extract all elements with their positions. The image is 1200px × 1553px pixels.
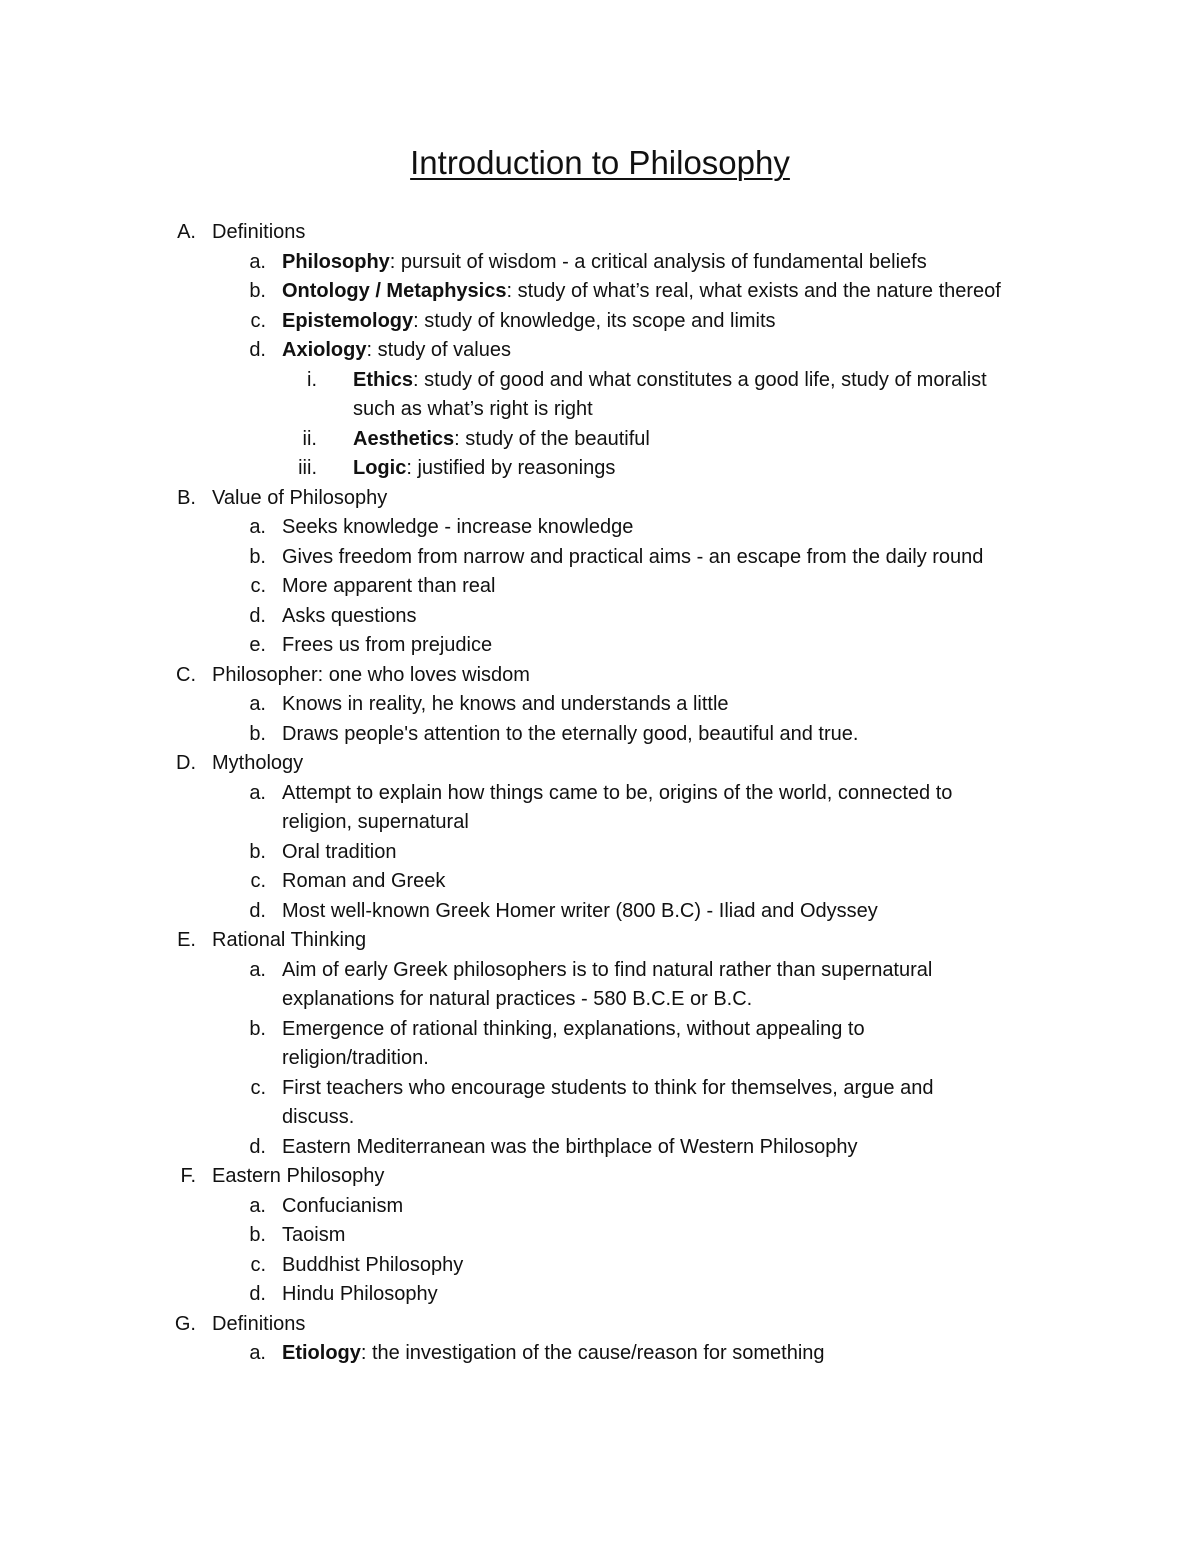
outline-row-level-3 [0,395,1200,425]
list-marker: D. [176,752,196,774]
outline-row-level-2 [0,1192,1200,1222]
outline-row-level-2 [0,1221,1200,1251]
outline-row-level-2 [0,1280,1200,1310]
outline-row-level-2 [0,631,1200,661]
defined-term: Ethics [353,368,414,391]
list-item-text: such as what’s right is right [353,398,593,420]
outline-row-level-2 [0,897,1200,927]
outline-row-level-3 [0,366,1200,396]
list-item-text: Taoism [282,1224,346,1246]
list-marker: i. [307,368,317,391]
outline-row-level-1 [0,926,1200,956]
outline-row-level-1 [0,749,1200,779]
list-marker: a. [249,516,266,538]
outline-row-level-2 [0,1251,1200,1281]
list-marker: c. [250,870,266,892]
list-marker: c. [250,1076,266,1099]
list-marker: a. [249,1342,266,1364]
list-marker: C. [176,663,196,686]
list-marker: d. [249,1135,266,1158]
list-marker: iii. [298,457,317,479]
list-item-text: Asks questions [282,604,417,627]
list-item-text: Philosopher: one who loves wisdom [212,663,530,686]
list-marker: G. [174,1312,196,1335]
outline-row-level-2 [0,543,1200,573]
defined-term: Logic [353,457,407,479]
list-marker: E. [177,929,196,951]
list-item-text: Eastern Philosophy [212,1165,385,1187]
page-title: Introduction to Philosophy [410,144,790,181]
list-item-text: Draws people's attention to the eternally good, beautiful and true. [282,722,859,745]
outline-row-level-3 [0,425,1200,455]
list-item-text: Most well-known Greek Homer writer (800 B.C) - Iliad and Odyssey [282,899,878,922]
list-item-text: Frees us from prejudice [282,634,493,656]
outline-row-level-2 [0,277,1200,307]
list-marker: b. [249,545,266,568]
outline-row-level-2 [0,1044,1200,1074]
outline-row-level-2 [0,307,1200,337]
list-marker: d. [249,1283,266,1305]
outline-row-level-2 [0,248,1200,278]
list-marker: e. [249,634,266,656]
list-marker: a. [249,781,266,804]
list-item-text: Confucianism [282,1194,404,1217]
list-marker: d. [249,604,266,627]
list-marker: b. [249,1017,266,1040]
list-item-text: religion/tradition. [282,1047,429,1069]
list-item-text: First teachers who encourage students to think for themselves, argue and [282,1076,934,1099]
list-item-text: Definitions [212,1312,306,1335]
list-marker: d. [249,899,266,922]
list-item-text: More apparent than real [282,575,496,597]
list-marker: b. [249,1224,266,1246]
outline-row-level-1 [0,1310,1200,1340]
list-marker: a. [249,1194,266,1217]
outline-row-level-2 [0,720,1200,750]
list-marker: A. [177,221,196,243]
defined-term: Aesthetics [353,427,455,450]
outline-row-level-3 [0,454,1200,484]
outline-row-level-1 [0,1162,1200,1192]
defined-term: Epistemology [282,309,414,332]
outline-row-level-1 [0,484,1200,514]
list-item-text: Ethics: study of good and what constitutes a good life, study of moralist [353,368,987,391]
list-item-text: Knows in reality, he knows and understands a little [282,693,729,715]
list-item-text: Definitions [212,221,306,243]
outline-row-level-2 [0,572,1200,602]
list-item-text: Etiology: the investigation of the cause/reason for something [282,1342,825,1364]
list-marker: b. [249,280,266,302]
outline-row-level-2 [0,985,1200,1015]
outline-row-level-2 [0,690,1200,720]
list-item-text: Eastern Mediterranean was the birthplace of Western Philosophy [282,1135,858,1158]
list-marker: c. [250,1253,266,1276]
list-item-text: Philosophy: pursuit of wisdom - a critical analysis of fundamental beliefs [282,250,927,273]
outline-row-level-2 [0,1339,1200,1369]
list-marker: B. [177,486,196,509]
list-item-text: explanations for natural practices - 580 B.C.E or B.C. [282,988,753,1010]
list-item-text: Value of Philosophy [212,486,388,509]
list-marker: c. [250,575,266,597]
outline-row-level-2 [0,867,1200,897]
list-item-text: discuss. [282,1106,355,1128]
list-item-text: Gives freedom from narrow and practical aims - an escape from the daily round [282,545,984,568]
list-item-text: Roman and Greek [282,870,446,892]
defined-term: Ontology / Metaphysics [282,280,507,302]
outline-row-level-1 [0,218,1200,248]
list-item-text: Aesthetics: study of the beautiful [353,427,650,450]
list-item-text: Hindu Philosophy [282,1283,438,1305]
defined-term: Etiology [282,1342,361,1364]
outline-row-level-2 [0,1133,1200,1163]
list-item-text: Attempt to explain how things came to be, origins of the world, connected to [282,781,953,804]
defined-term: Axiology [282,339,367,361]
outline-row-level-2 [0,808,1200,838]
list-marker: a. [249,958,266,981]
list-marker: b. [249,840,266,863]
outline-row-level-2 [0,602,1200,632]
outline-row-level-2 [0,956,1200,986]
list-item-text: Rational Thinking [212,929,367,951]
list-marker: c. [250,309,266,332]
outline-row-level-2 [0,513,1200,543]
list-marker: F. [180,1165,196,1187]
list-item-text: Ontology / Metaphysics: study of what’s real, what exists and the nature thereof [282,280,1001,302]
list-item-text: Logic: justified by reasonings [353,457,616,479]
outline-row-level-2 [0,779,1200,809]
list-item-text: Aim of early Greek philosophers is to find natural rather than supernatural [282,958,933,981]
list-marker: a. [249,693,266,715]
list-item-text: religion, supernatural [282,811,469,833]
list-item-text: Emergence of rational thinking, explanations, without appealing to [282,1017,865,1040]
outline-row-level-2 [0,1074,1200,1104]
list-marker: ii. [302,427,317,450]
list-marker: d. [249,339,266,361]
outline-row-level-2 [0,838,1200,868]
list-item-text: Axiology: study of values [282,339,511,361]
list-item-text: Epistemology: study of knowledge, its scope and limits [282,309,776,332]
defined-term: Philosophy [282,250,390,273]
list-marker: b. [249,722,266,745]
list-item-text: Buddhist Philosophy [282,1253,464,1276]
outline-row-level-2 [0,1103,1200,1133]
outline-row-level-1 [0,661,1200,691]
outline-row-level-2 [0,336,1200,366]
list-item-text: Seeks knowledge - increase knowledge [282,516,634,538]
list-item-text: Oral tradition [282,840,397,863]
outline-list [0,218,1200,1369]
list-marker: a. [249,250,266,273]
outline-row-level-2 [0,1015,1200,1045]
list-item-text: Mythology [212,752,304,774]
